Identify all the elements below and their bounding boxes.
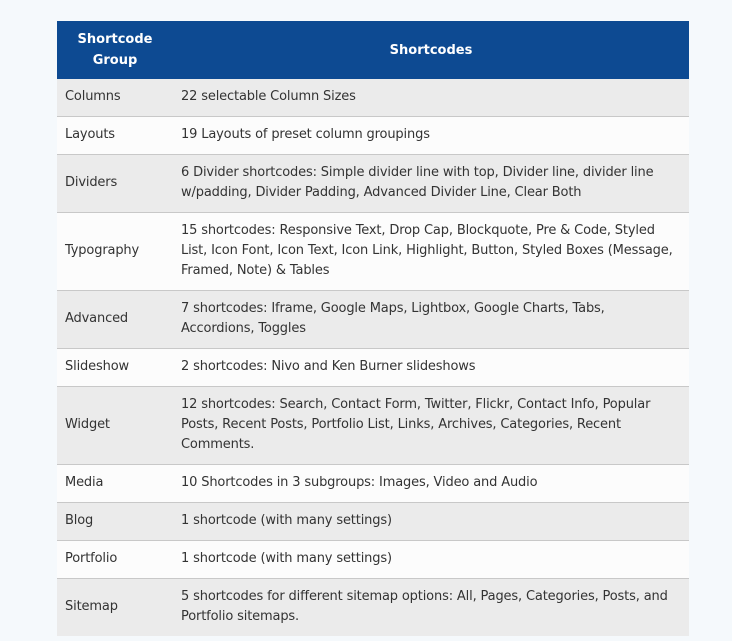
table-row bbox=[57, 291, 689, 349]
header-group-line2: Group bbox=[92, 53, 138, 68]
shortcodes-cell: 10 Shortcodes in 3 subgroups: Images, Video and Audio bbox=[173, 465, 689, 503]
table-header-row bbox=[57, 21, 689, 79]
shortcodes-cell: 22 selectable Column Sizes bbox=[173, 79, 689, 117]
shortcodes-cell: 2 shortcodes: Nivo and Ken Burner slideshows bbox=[173, 349, 689, 387]
shortcodes-cell: 1 shortcode (with many settings) bbox=[173, 541, 689, 579]
table-row bbox=[57, 349, 689, 387]
shortcodes-cell: 1 shortcode (with many settings) bbox=[173, 503, 689, 541]
group-cell: Advanced bbox=[57, 291, 173, 349]
group-cell: Portfolio bbox=[57, 541, 173, 579]
table-row bbox=[57, 503, 689, 541]
group-cell: Columns bbox=[57, 79, 173, 117]
table-row bbox=[57, 79, 689, 117]
table-row bbox=[57, 155, 689, 213]
group-cell: Sitemap bbox=[57, 579, 173, 637]
group-cell: Typography bbox=[57, 213, 173, 291]
group-cell: Dividers bbox=[57, 155, 173, 213]
header-group-line1: Shortcode bbox=[77, 32, 153, 47]
header-shortcode-group bbox=[57, 21, 173, 79]
shortcodes-table-container bbox=[57, 21, 689, 636]
shortcodes-cell: 7 shortcodes: Iframe, Google Maps, Lightbox, Google Charts, Tabs, Accordions, Toggles bbox=[173, 291, 689, 349]
shortcodes-cell: 5 shortcodes for different sitemap options: All, Pages, Categories, Posts, and Portfolio sitemaps. bbox=[173, 579, 689, 637]
shortcodes-cell: 6 Divider shortcodes: Simple divider line with top, Divider line, divider line w/padding, Divider Padding, Advanced Divider Line, Clear Both bbox=[173, 155, 689, 213]
group-cell: Media bbox=[57, 465, 173, 503]
table-row bbox=[57, 387, 689, 465]
shortcodes-cell: 15 shortcodes: Responsive Text, Drop Cap, Blockquote, Pre & Code, Styled List, Icon Font, Icon Text, Icon Link, Highlight, Button, Styled Boxes (Message, Framed, Note) & Tables bbox=[173, 213, 689, 291]
shortcodes-cell: 19 Layouts of preset column groupings bbox=[173, 117, 689, 155]
table-row bbox=[57, 465, 689, 503]
table-row bbox=[57, 117, 689, 155]
table-row bbox=[57, 579, 689, 637]
group-cell: Widget bbox=[57, 387, 173, 465]
group-cell: Layouts bbox=[57, 117, 173, 155]
table-row bbox=[57, 541, 689, 579]
group-cell: Blog bbox=[57, 503, 173, 541]
shortcodes-cell: 12 shortcodes: Search, Contact Form, Twitter, Flickr, Contact Info, Popular Posts, Recent Posts, Portfolio List, Links, Archives, Categories, Recent Comments. bbox=[173, 387, 689, 465]
header-shortcodes: Shortcodes bbox=[173, 21, 689, 79]
group-cell: Slideshow bbox=[57, 349, 173, 387]
shortcodes-table bbox=[57, 21, 689, 636]
table-row bbox=[57, 213, 689, 291]
